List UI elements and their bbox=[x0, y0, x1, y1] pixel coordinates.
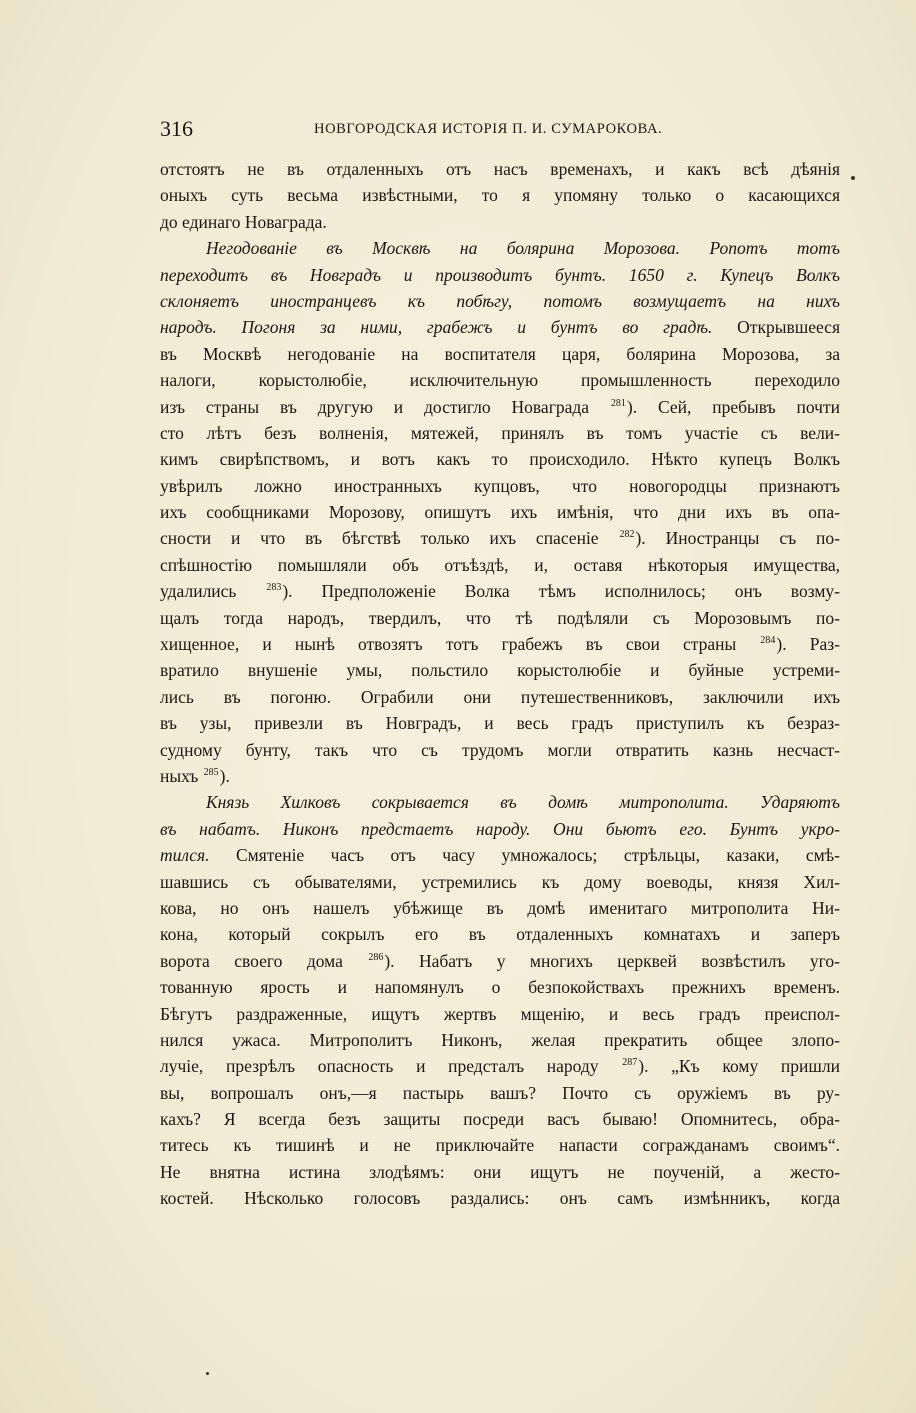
text-line bbox=[160, 869, 840, 895]
text-segment: спѣшностію помышляли объ отъѣздѣ, и, оставя нѣкоторыя имущества, bbox=[160, 554, 840, 575]
text-line bbox=[160, 314, 840, 340]
text-line bbox=[160, 446, 840, 472]
text-segment: сто лѣтъ безъ волненія, мятежей, принялъ въ томъ участіе съ вели- bbox=[160, 422, 840, 443]
text-segment: титесь къ тишинѣ и не приключайте напасти согражданамъ своимъ“. bbox=[160, 1135, 840, 1156]
text-line bbox=[160, 499, 840, 525]
text-line bbox=[160, 420, 840, 446]
body-text bbox=[160, 156, 840, 1212]
italic-summary: склоняетъ иностранцевъ къ побѣгу, потомъ возмущаетъ на нихъ bbox=[160, 290, 840, 311]
text-line bbox=[160, 631, 840, 657]
stray-mark bbox=[851, 176, 855, 180]
text-line bbox=[160, 710, 840, 736]
text-segment: сности и что въ бѣгствѣ только ихъ спасеніе bbox=[160, 528, 619, 549]
text-segment: ). Раз- bbox=[776, 634, 840, 655]
text-segment: вы, вопрошалъ онъ,—я пастырь вашъ? Почто съ оружіемъ въ ру- bbox=[160, 1082, 840, 1103]
text-line bbox=[160, 1053, 840, 1079]
text-segment: кова, но онъ нашелъ убѣжище въ домѣ именитаго митрополита Ни- bbox=[160, 897, 840, 918]
text-segment: костей. Нѣсколько голосовъ раздались: онъ самъ измѣнникъ, когда bbox=[160, 1188, 840, 1209]
text-segment: налоги, корыстолюбіе, исключительную промышленность переходило bbox=[160, 370, 840, 391]
text-segment: шавшись съ обывателями, устремились къ дому воеводы, князя Хил- bbox=[160, 871, 840, 892]
text-segment: хищенное, и нынѣ отвозятъ тотъ грабежъ въ свои страны bbox=[160, 634, 760, 655]
text-segment: Бѣгутъ раздраженные, ищутъ жертвъ мщенію, и весь градъ преиспол- bbox=[160, 1003, 840, 1024]
text-segment: до единаго Новаграда. bbox=[160, 211, 327, 232]
text-segment: ). bbox=[219, 765, 230, 786]
text-segment: ). Набатъ у многихъ церквей возвѣстилъ уго- bbox=[384, 950, 840, 971]
text-segment: кона, который сокрылъ его въ отдаленныхъ комнатахъ и заперъ bbox=[160, 924, 840, 945]
text-segment: щалъ тогда народъ, твердилъ, что тѣ подѣляли съ Морозовымъ по- bbox=[160, 607, 840, 628]
text-segment: ворота своего дома bbox=[160, 950, 368, 971]
footnote-ref: 282 bbox=[619, 529, 635, 541]
text-line bbox=[160, 1106, 840, 1132]
text-segment: вратило внушеніе умы, польстило корыстолюбіе и буйные устреми- bbox=[160, 660, 840, 681]
footnote-ref: 285 bbox=[203, 766, 219, 778]
text-segment: оныхъ суть весьма извѣстными, то я упомяну только о касающихся bbox=[160, 185, 840, 206]
footnote-ref: 286 bbox=[368, 951, 384, 963]
page-header bbox=[160, 116, 840, 146]
running-title: НОВГОРОДСКАЯ ИСТОРІЯ П. И. СУМАРОКОВА. bbox=[314, 121, 663, 137]
italic-summary: народъ. Погоня за ними, грабежъ и бунтъ во градѣ. bbox=[160, 317, 713, 338]
text-line bbox=[160, 789, 840, 815]
text-segment: Открывшееся bbox=[712, 317, 840, 338]
footnote-ref: 281 bbox=[610, 397, 626, 409]
text-line bbox=[160, 394, 840, 420]
text-segment: кахъ? Я всегда безъ защиты посреди васъ бываю! Опомнитесь, обра- bbox=[160, 1109, 840, 1130]
text-line bbox=[160, 288, 840, 314]
text-segment: ихъ сообщниками Морозову, опишутъ ихъ имѣнія, что дни ихъ въ опа- bbox=[160, 502, 840, 523]
italic-summary: переходитъ въ Новградъ и производитъ бунтъ. 1650 г. Купецъ Волкъ bbox=[160, 264, 840, 285]
text-line bbox=[160, 156, 840, 182]
text-line bbox=[160, 974, 840, 1000]
text-segment: ). Сей, пребывъ почти bbox=[626, 396, 840, 417]
text-segment: въ узы, привезли въ Новградъ, и весь градъ приступилъ къ безраз- bbox=[160, 713, 840, 734]
text-segment: лись въ погоню. Ограбили они путешественниковъ, заключили ихъ bbox=[160, 686, 840, 707]
text-line bbox=[160, 525, 840, 551]
footnote-ref: 283 bbox=[266, 582, 282, 594]
text-segment: ). Иностранцы съ по- bbox=[635, 528, 840, 549]
footnote-ref: 284 bbox=[760, 635, 776, 647]
italic-summary: Князь Хилковъ сокрывается въ домѣ митрополита. Ударяютъ bbox=[206, 792, 840, 813]
text-line bbox=[160, 552, 840, 578]
text-segment: изъ страны въ другую и достигло Новаграда bbox=[160, 396, 610, 417]
text-segment: ). Предположеніе Волка тѣмъ исполнилось; онъ возму- bbox=[282, 581, 841, 602]
text-segment: тованную ярость и напомянулъ о безпокойствахъ прежнихъ временъ. bbox=[160, 977, 840, 998]
text-line bbox=[160, 262, 840, 288]
page-number: 316 bbox=[160, 116, 193, 141]
text-line bbox=[160, 763, 840, 789]
text-line bbox=[160, 209, 840, 235]
italic-summary: въ набатъ. Никонъ предстаетъ народу. Они бьютъ его. Бунтъ укро- bbox=[160, 818, 840, 839]
text-line bbox=[160, 605, 840, 631]
italic-summary: Негодованіе въ Москвѣ на болярина Морозова. Ропотъ тотъ bbox=[206, 238, 840, 259]
stray-mark bbox=[206, 1372, 209, 1375]
italic-summary: тился. bbox=[160, 845, 210, 866]
text-line bbox=[160, 1159, 840, 1185]
text-line bbox=[160, 948, 840, 974]
text-line bbox=[160, 235, 840, 261]
text-line bbox=[160, 473, 840, 499]
text-segment: увѣрилъ ложно иностранныхъ купцовъ, что новогородцы признаютъ bbox=[160, 475, 840, 496]
text-line bbox=[160, 816, 840, 842]
text-line bbox=[160, 182, 840, 208]
text-line bbox=[160, 895, 840, 921]
text-line bbox=[160, 1185, 840, 1211]
text-segment: удалились bbox=[160, 581, 266, 602]
text-segment: ныхъ bbox=[160, 765, 203, 786]
text-line bbox=[160, 684, 840, 710]
text-line bbox=[160, 1132, 840, 1158]
text-segment: кимъ свирѣпствомъ, и вотъ какъ то происходило. Нѣкто купецъ Волкъ bbox=[160, 449, 840, 470]
text-line bbox=[160, 341, 840, 367]
text-segment: судному бунту, такъ что съ трудомъ могли отвратить казнь несчаст- bbox=[160, 739, 840, 760]
text-line bbox=[160, 578, 840, 604]
text-segment: Смятеніе часъ отъ часу умножалось; стрѣльцы, казаки, смѣ- bbox=[209, 845, 840, 866]
text-segment: нился ужаса. Митрополитъ Никонъ, желая прекратить общее злопо- bbox=[160, 1029, 840, 1050]
text-line bbox=[160, 737, 840, 763]
text-segment: ). „Къ кому пришли bbox=[638, 1056, 840, 1077]
text-line bbox=[160, 657, 840, 683]
footnote-ref: 287 bbox=[622, 1057, 638, 1069]
text-line bbox=[160, 842, 840, 868]
text-line bbox=[160, 367, 840, 393]
text-segment: лучіе, презрѣлъ опасность и предсталъ народу bbox=[160, 1056, 622, 1077]
text-line bbox=[160, 921, 840, 947]
text-segment: въ Москвѣ негодованіе на воспитателя царя, болярина Морозова, за bbox=[160, 343, 840, 364]
text-line bbox=[160, 1001, 840, 1027]
text-segment: отстоятъ не въ отдаленныхъ отъ насъ временахъ, и какъ всѣ дѣянія bbox=[160, 159, 840, 179]
text-line bbox=[160, 1027, 840, 1053]
text-line bbox=[160, 1080, 840, 1106]
text-segment: Не внятна истина злодѣямъ: они ищутъ не поученій, а жесто- bbox=[160, 1161, 840, 1182]
